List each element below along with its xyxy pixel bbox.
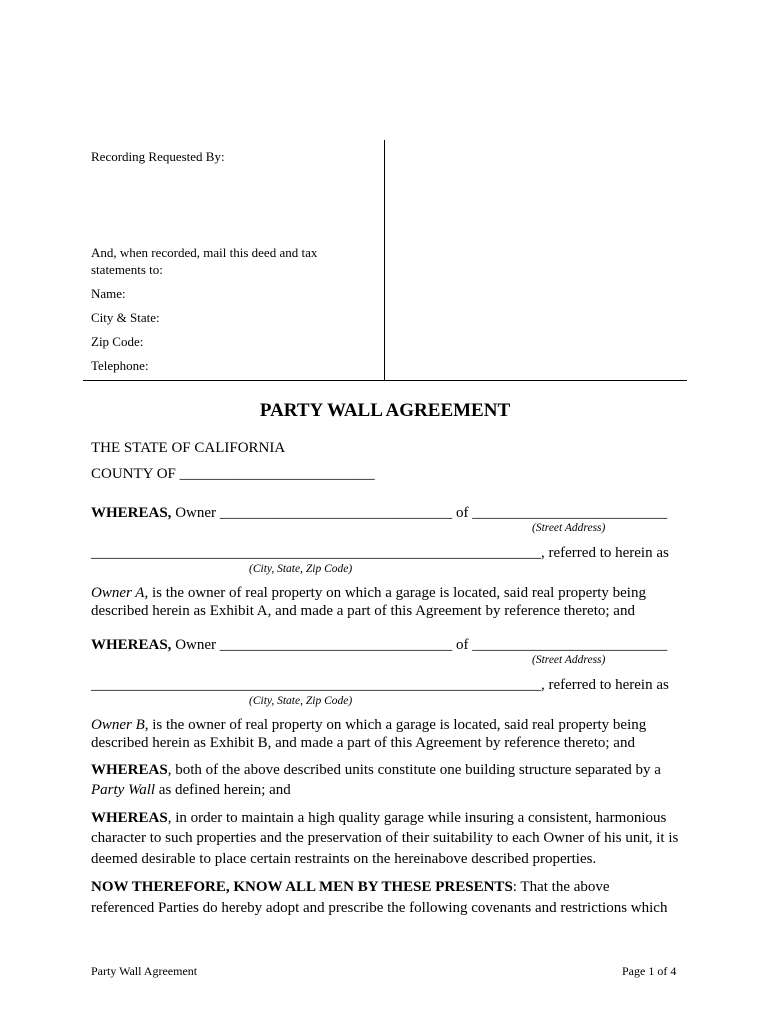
party-wall-term: Party Wall: [91, 782, 156, 798]
whereas-units-text2: as defined herein; and: [155, 782, 291, 798]
whereas-a-city-caption: (City, State, Zip Code): [249, 563, 353, 575]
mail-to-label-line1: And, when recorded, mail this deed and tax: [91, 245, 318, 260]
now-therefore-line1: [91, 879, 610, 896]
now-therefore-text1: : That the above: [512, 879, 610, 895]
whereas-b-keyword: WHEREAS,: [91, 637, 172, 653]
now-therefore-keyword: NOW THEREFORE, KNOW ALL MEN BY THESE PRESENTS: [91, 879, 513, 895]
whereas-b-city-line: ____________________________________________________________, referred to herein as: [91, 677, 669, 693]
owner-b-term: Owner B,: [91, 717, 149, 733]
whereas-quality-keyword: WHEREAS: [91, 810, 168, 826]
telephone-field-label: Telephone:: [91, 358, 149, 373]
state-line: THE STATE OF CALIFORNIA: [91, 440, 286, 456]
whereas-b-desc-line1: [91, 717, 646, 734]
whereas-a-keyword: WHEREAS,: [91, 505, 172, 521]
whereas-units-text1: , both of the above described units constitute one building structure separated by a: [167, 762, 661, 778]
whereas-a-city-line: ____________________________________________________________, referred to herein as: [91, 545, 669, 561]
city-state-field-label: City & State:: [91, 310, 160, 325]
document-title: PARTY WALL AGREEMENT: [259, 400, 511, 421]
name-field-label: Name:: [91, 286, 126, 301]
whereas-b-desc-line2: described herein as Exhibit B, and made a part of this Agreement by reference thereto; and: [91, 735, 635, 751]
whereas-a-owner-line: [91, 505, 667, 522]
owner-a-term: Owner A,: [91, 585, 149, 601]
whereas-a-desc-line2: described herein as Exhibit A, and made a part of this Agreement by reference thereto; and: [91, 603, 635, 619]
footer-document-name: Party Wall Agreement: [91, 964, 198, 978]
whereas-a-owner-blanks: Owner _______________________________ of __________________________: [171, 505, 668, 521]
whereas-units-keyword: WHEREAS: [91, 762, 168, 778]
recording-block-divider: [384, 140, 385, 381]
whereas-b-city-caption: (City, State, Zip Code): [249, 695, 353, 707]
whereas-b-street-caption: (Street Address): [532, 654, 606, 666]
whereas-a-street-caption: (Street Address): [532, 522, 606, 534]
whereas-b-owner-line: [91, 637, 667, 654]
whereas-units-line2: [91, 782, 291, 799]
whereas-quality-line2: character to such properties and the preservation of their suitability to each Owner of his unit, it is: [91, 830, 679, 846]
zip-code-field-label: Zip Code:: [91, 334, 144, 349]
whereas-quality-line1: [91, 810, 666, 827]
recording-block-bottom-rule: [83, 380, 687, 381]
whereas-b-owner-blanks: Owner _______________________________ of __________________________: [171, 637, 668, 653]
whereas-a-desc-text1: is the owner of real property on which a garage is located, said real property being: [148, 585, 646, 601]
whereas-units-line1: [91, 762, 661, 779]
whereas-quality-line3: deemed desirable to place certain restraints on the hereinabove described properties.: [91, 851, 597, 867]
footer-page-number: Page 1 of 4: [622, 964, 677, 978]
whereas-quality-text1: , in order to maintain a high quality garage while insuring a consistent, harmonious: [167, 810, 667, 826]
whereas-a-desc-line1: [91, 585, 646, 602]
county-line: COUNTY OF __________________________: [91, 466, 375, 482]
mail-to-label-line2: statements to:: [91, 262, 163, 277]
now-therefore-line2: referenced Parties do hereby adopt and prescribe the following covenants and restrictions which: [91, 900, 668, 916]
whereas-b-desc-text1: is the owner of real property on which a garage is located, said real property being: [148, 717, 647, 733]
recording-requested-by-label: Recording Requested By:: [91, 149, 225, 164]
